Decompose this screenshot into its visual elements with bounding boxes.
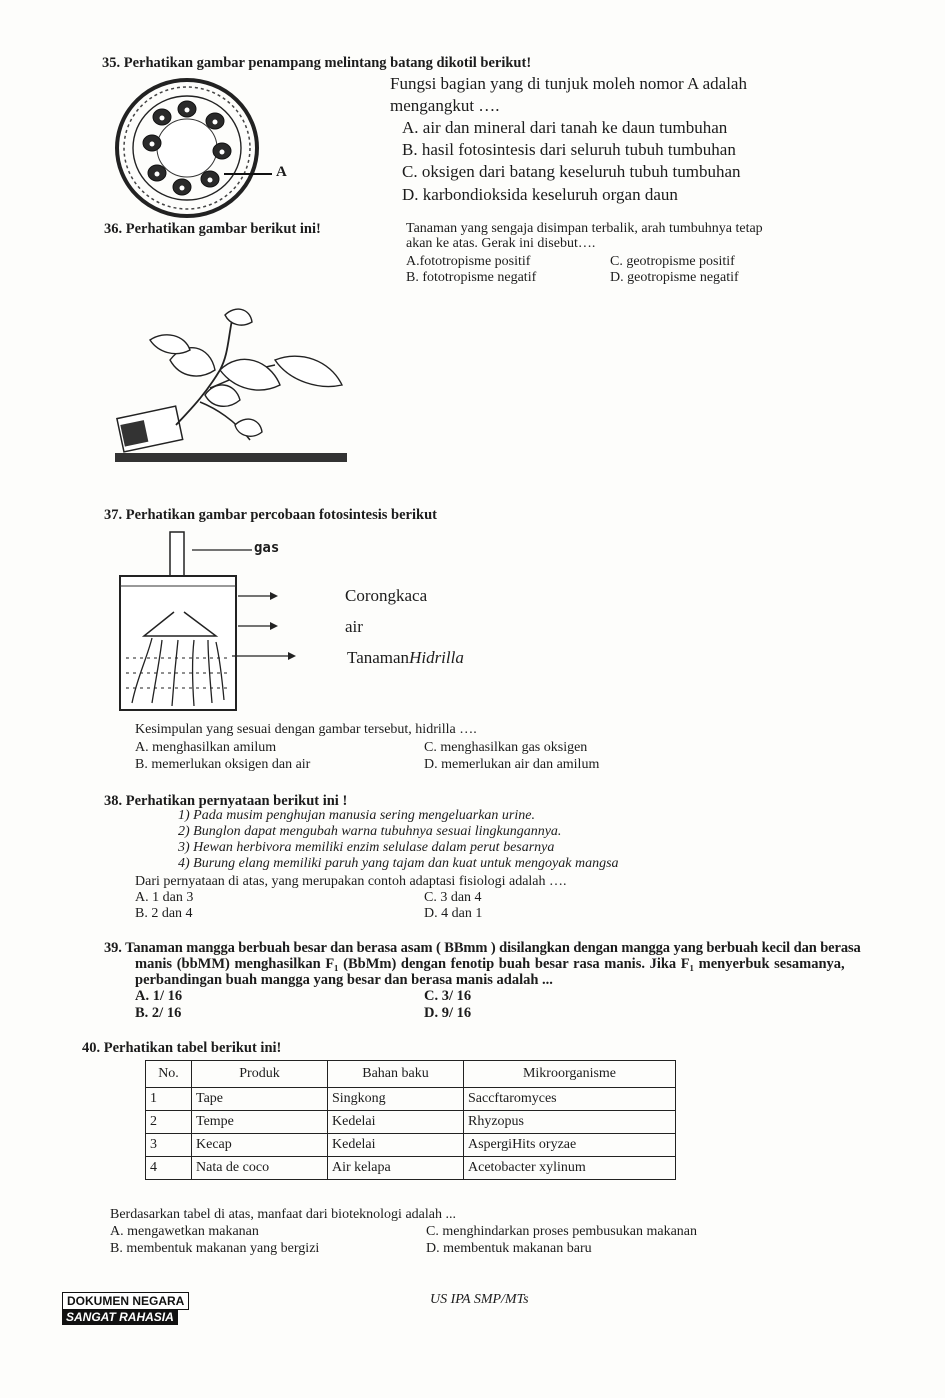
q39-stem-line-1: 39. Tanaman mangga berbuah besar dan berasa asam ( BBmm ) disilangkan dengan mangga yang berbuah kecil dan berasa — [104, 940, 861, 956]
q38-option-b[interactable]: B. 2 dan 4 — [135, 906, 193, 921]
q36-option-c[interactable]: C. geotropisme positif — [610, 254, 735, 269]
header-mikroorganisme: Mikroorganisme — [464, 1061, 676, 1088]
q38-statement-2: 2) Bunglon dapat mengubah warna tubuhnya sesuai lingkungannya. — [178, 824, 562, 839]
cell-no: 1 — [146, 1088, 192, 1111]
q38-option-a[interactable]: A. 1 dan 3 — [135, 890, 194, 905]
q39-option-b[interactable]: B. 2/ 16 — [135, 1005, 182, 1021]
cell-bahan-baku: Singkong — [328, 1088, 464, 1111]
q38-option-d[interactable]: D. 4 dan 1 — [424, 906, 483, 921]
label-corong-kaca: Corongkaca — [345, 586, 428, 605]
q35-title: 35. Perhatikan gambar penampang melintang batang dikotil berikut! — [102, 55, 532, 71]
table-row — [146, 1088, 676, 1111]
q39-stem-line-3: perbandingan buah mangga yang besar dan berasa manis adalah ... — [135, 972, 553, 988]
q35-option-c[interactable]: C. oksigen dari batang keseluruh tubuh tumbuhan — [402, 162, 741, 181]
q38-statement-3: 3) Hewan herbivora memiliki enzim selulase dalam perut besarnya — [178, 840, 555, 855]
sangat-rahasia-badge: SANGAT RAHASIA — [62, 1309, 178, 1325]
footer-exam-title: US IPA SMP/MTs — [430, 1292, 529, 1307]
cell-mikroorganisme: Acetobacter xylinum — [464, 1157, 676, 1180]
q35-option-d[interactable]: D. karbondioksida keseluruh organ daun — [402, 185, 678, 204]
q36-option-b[interactable]: B. fototropisme negatif — [406, 270, 537, 285]
upside-down-plant-illustration — [110, 300, 350, 470]
q39-option-a[interactable]: A. 1/ 16 — [135, 988, 183, 1004]
q39-option-c[interactable]: C. 3/ 16 — [424, 988, 472, 1004]
table-row — [146, 1111, 676, 1134]
cell-mikroorganisme: Rhyzopus — [464, 1111, 676, 1134]
bioteknologi-table — [145, 1060, 676, 1180]
q37-stem: Kesimpulan yang sesuai dengan gambar tersebut, hidrilla …. — [135, 722, 477, 737]
q35-stem-2: mengangkut …. — [390, 96, 500, 115]
table-header-row — [146, 1061, 676, 1088]
q37-title: 37. Perhatikan gambar percobaan fotosintesis berikut — [104, 507, 437, 523]
cell-bahan-baku: Kedelai — [328, 1134, 464, 1157]
table-row — [146, 1134, 676, 1157]
label-tanaman: TanamanHidrilla — [347, 648, 464, 667]
cell-produk: Kecap — [192, 1134, 328, 1157]
q40-option-b[interactable]: B. membentuk makanan yang bergizi — [110, 1241, 320, 1256]
q37-option-d[interactable]: D. memerlukan air dan amilum — [424, 757, 600, 772]
header-produk: Produk — [192, 1061, 328, 1088]
q38-statement-4: 4) Burung elang memiliki paruh yang tajam dan kuat untuk mengoyak mangsa — [178, 856, 619, 871]
cell-produk: Tempe — [192, 1111, 328, 1134]
cell-no: 4 — [146, 1157, 192, 1180]
q35-option-a[interactable]: A. air dan mineral dari tanah ke daun tumbuhan — [402, 118, 728, 137]
q38-statement-1: 1) Pada musim penghujan manusia sering mengeluarkan urine. — [178, 808, 535, 823]
cell-mikroorganisme: AspergiHits oryzae — [464, 1134, 676, 1157]
q36-title: 36. Perhatikan gambar berikut ini! — [104, 221, 321, 237]
q37-option-a[interactable]: A. menghasilkan amilum — [135, 740, 277, 755]
q38-title: 38. Perhatikan pernyataan berikut ini ! — [104, 793, 348, 809]
q38-stem: Dari pernyataan di atas, yang merupakan contoh adaptasi fisiologi adalah …. — [135, 874, 567, 889]
header-bahan-baku: Bahan baku — [328, 1061, 464, 1088]
q35-stem-1: Fungsi bagian yang di tunjuk moleh nomor A adalah — [390, 74, 747, 93]
cell-mikroorganisme: Saccftaromyces — [464, 1088, 676, 1111]
cell-bahan-baku: Kedelai — [328, 1111, 464, 1134]
cell-no: 2 — [146, 1111, 192, 1134]
hydrilla-experiment-illustration — [112, 528, 312, 714]
q39-option-d[interactable]: D. 9/ 16 — [424, 1005, 472, 1021]
q40-title: 40. Perhatikan tabel berikut ini! — [82, 1040, 282, 1056]
q36-stem-2: akan ke atas. Gerak ini disebut…. — [406, 236, 596, 251]
q37-option-c[interactable]: C. menghasilkan gas oksigen — [424, 740, 588, 755]
cell-no: 3 — [146, 1134, 192, 1157]
header-no: No. — [146, 1061, 192, 1088]
q38-option-c[interactable]: C. 3 dan 4 — [424, 890, 482, 905]
q40-option-a[interactable]: A. mengawetkan makanan — [110, 1224, 259, 1239]
q40-option-d[interactable]: D. membentuk makanan baru — [426, 1241, 592, 1256]
q40-option-c[interactable]: C. menghindarkan proses pembusukan makanan — [426, 1224, 697, 1239]
q35-option-b[interactable]: B. hasil fotosintesis dari seluruh tubuh tumbuhan — [402, 140, 736, 159]
dokumen-negara-badge: DOKUMEN NEGARA — [62, 1292, 189, 1310]
q40-stem: Berdasarkan tabel di atas, manfaat dari bioteknologi adalah ... — [110, 1207, 456, 1222]
label-air: air — [345, 617, 363, 636]
q39-stem-line-2: manis (bbMM) menghasilkan F₁ (BbMm) dengan fenotip buah besar rasa manis. Jika F₁ menyerbuk sesamanya, — [135, 956, 845, 972]
q36-option-a[interactable]: A.fototropisme positif — [406, 254, 531, 269]
cell-produk: Nata de coco — [192, 1157, 328, 1180]
label-gas: gas — [254, 540, 280, 556]
dicot-stem-cross-section — [112, 76, 292, 221]
cell-bahan-baku: Air kelapa — [328, 1157, 464, 1180]
cell-produk: Tape — [192, 1088, 328, 1111]
q37-option-b[interactable]: B. memerlukan oksigen dan air — [135, 757, 311, 772]
q36-option-d[interactable]: D. geotropisme negatif — [610, 270, 739, 285]
label-a: A — [276, 164, 287, 180]
q36-stem-1: Tanaman yang sengaja disimpan terbalik, arah tumbuhnya tetap — [406, 221, 763, 236]
table-row — [146, 1157, 676, 1180]
